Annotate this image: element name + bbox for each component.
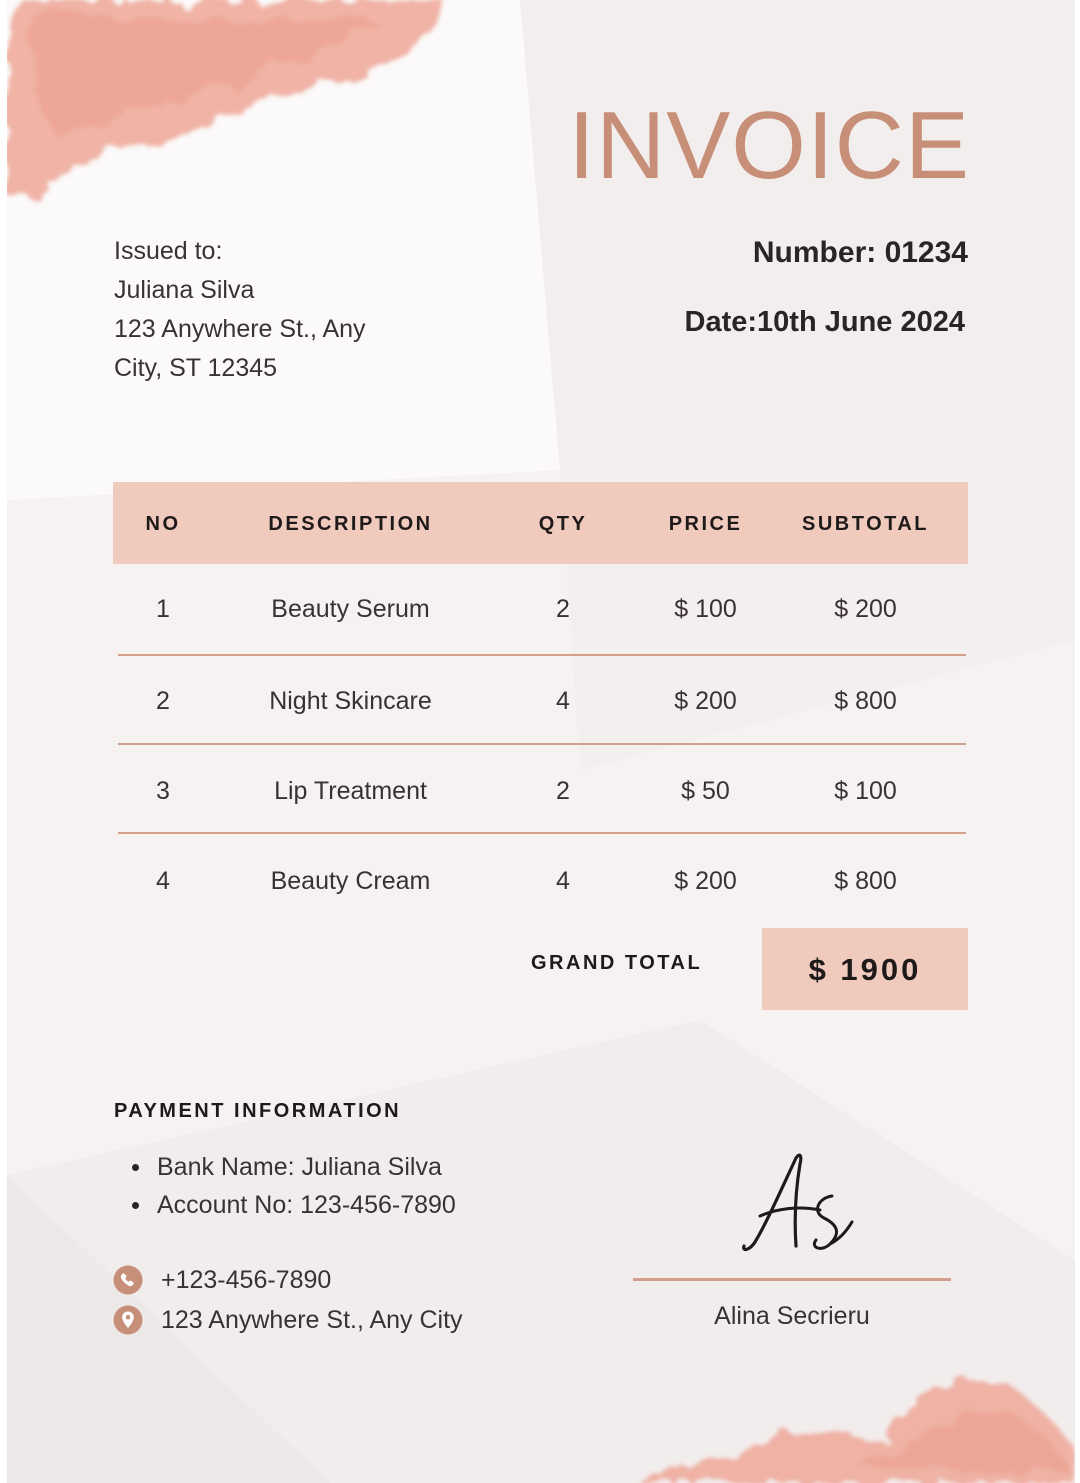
- issued-to-label: Issued to:: [114, 237, 223, 265]
- table-row: [113, 836, 968, 926]
- invoice-number: Number: 01234: [752, 236, 968, 269]
- payment-info-title: PAYMENT INFORMATION: [114, 1100, 402, 1122]
- row-description: Lip Treatment: [274, 777, 427, 805]
- row-qty: 2: [556, 595, 570, 623]
- header-price: PRICE: [668, 513, 743, 535]
- client-address-line2: City, ST 12345: [114, 354, 278, 382]
- row-subtotal: $ 200: [834, 595, 897, 623]
- frame-left-edge: [0, 0, 7, 1483]
- issued-to-block: [114, 232, 366, 388]
- table-row: [113, 656, 968, 746]
- row-qty: 2: [556, 777, 570, 805]
- row-qty: 4: [556, 867, 570, 895]
- row-no: 2: [156, 687, 170, 715]
- row-description: Night Skincare: [269, 687, 432, 715]
- invoice-date: Date:10th June 2024: [684, 306, 965, 338]
- table-row: [113, 746, 968, 836]
- header-subtotal: SUBTOTAL: [801, 513, 930, 535]
- row-qty: 4: [556, 687, 570, 715]
- row-price: $ 200: [674, 867, 737, 895]
- row-price: $ 200: [674, 687, 737, 715]
- row-subtotal: $ 800: [834, 867, 897, 895]
- row-divider: [118, 743, 966, 745]
- row-subtotal: $ 800: [834, 687, 897, 715]
- signature-line: [633, 1278, 951, 1281]
- header-description: DESCRIPTION: [268, 513, 433, 535]
- account-number-item: Account No: 123-456-7890: [130, 1186, 456, 1224]
- grand-total-value: $ 1900: [762, 928, 968, 1010]
- table-header: [113, 482, 968, 564]
- row-description: Beauty Serum: [271, 595, 430, 623]
- invoice-title: INVOICE: [568, 92, 970, 199]
- signatory-name: Alina Secrieru: [714, 1302, 870, 1330]
- client-address-line1: 123 Anywhere St., Any: [114, 315, 366, 343]
- row-description: Beauty Cream: [270, 867, 431, 895]
- row-price: $ 100: [674, 595, 737, 623]
- row-divider: [118, 832, 966, 834]
- bank-name-item: Bank Name: Juliana Silva: [130, 1148, 456, 1186]
- location-pin-icon: [113, 1304, 143, 1336]
- phone-text: +123-456-7890: [161, 1266, 332, 1294]
- row-subtotal: $ 100: [834, 777, 897, 805]
- row-no: 1: [156, 595, 170, 623]
- header-qty: QTY: [538, 513, 588, 535]
- payment-info-list: [130, 1148, 456, 1224]
- row-no: 4: [156, 867, 170, 895]
- signature-mark: [730, 1148, 860, 1258]
- table-row: [113, 564, 968, 654]
- frame-right-edge: [1075, 0, 1080, 1483]
- header-no: NO: [145, 513, 181, 535]
- phone-icon: [113, 1264, 143, 1296]
- row-price: $ 50: [681, 777, 730, 805]
- grand-total-label: GRAND TOTAL: [531, 952, 703, 974]
- row-no: 3: [156, 777, 170, 805]
- client-name: Juliana Silva: [114, 276, 255, 304]
- address-text: 123 Anywhere St., Any City: [161, 1306, 463, 1334]
